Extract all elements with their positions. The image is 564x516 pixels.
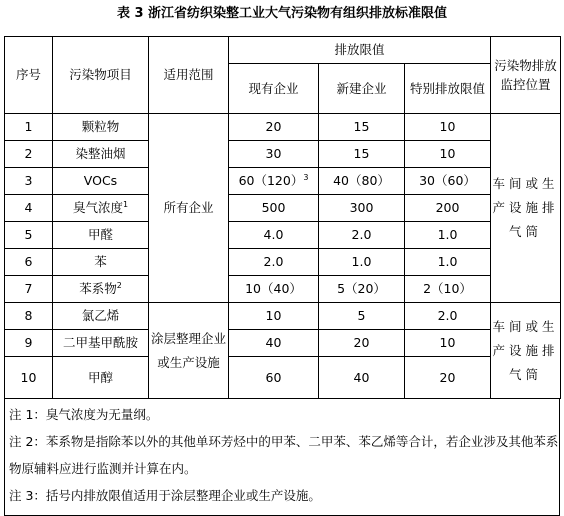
cell-pollutant: 颗粒物 xyxy=(53,114,149,141)
cell-pollutant: 苯 xyxy=(53,249,149,276)
table-row xyxy=(5,249,561,276)
cell-new: 2.0 xyxy=(319,222,405,249)
footnote-marker: 2 xyxy=(116,280,122,290)
cell-new: 5（20） xyxy=(319,276,405,303)
header-limit-group: 排放限值 xyxy=(229,37,491,64)
cell-seq: 7 xyxy=(5,276,53,303)
cell-new: 15 xyxy=(319,114,405,141)
cell-new: 40（80） xyxy=(319,168,405,195)
cell-new: 20 xyxy=(319,330,405,357)
cell-special: 10 xyxy=(405,141,491,168)
cell-monitor-group1: 车间或生产设施排气筒 xyxy=(491,114,561,303)
cell-special: 200 xyxy=(405,195,491,222)
table-row xyxy=(5,141,561,168)
cell-new: 5 xyxy=(319,303,405,330)
cell-seq: 8 xyxy=(5,303,53,330)
header-monitor: 污染物排放监控位置 xyxy=(491,37,561,114)
cell-seq: 3 xyxy=(5,168,53,195)
cell-existing: 20 xyxy=(229,114,319,141)
cell-special: 10 xyxy=(405,330,491,357)
cell-special: 1.0 xyxy=(405,222,491,249)
cell-existing: 500 xyxy=(229,195,319,222)
cell-seq: 6 xyxy=(5,249,53,276)
cell-new: 40 xyxy=(319,357,405,399)
cell-existing xyxy=(229,168,319,195)
cell-pollutant: 甲醇 xyxy=(53,357,149,399)
cell-existing: 10（40） xyxy=(229,276,319,303)
cell-pollutant xyxy=(53,276,149,303)
table-row xyxy=(5,276,561,303)
table-row xyxy=(5,168,561,195)
table-row xyxy=(5,303,561,330)
cell-pollutant: 氯乙烯 xyxy=(53,303,149,330)
cell-special: 10 xyxy=(405,114,491,141)
cell-existing: 60 xyxy=(229,357,319,399)
cell-existing: 4.0 xyxy=(229,222,319,249)
header-scope: 适用范围 xyxy=(149,37,229,114)
cell-existing-value: 60（120） xyxy=(238,173,304,188)
footnote-marker: 1 xyxy=(122,199,129,209)
cell-special: 20 xyxy=(405,357,491,399)
cell-special: 2.0 xyxy=(405,303,491,330)
note-1: 注 1：臭气浓度为无量纲。 xyxy=(9,407,159,422)
cell-new: 300 xyxy=(319,195,405,222)
table-row xyxy=(5,114,561,141)
header-new: 新建企业 xyxy=(319,64,405,114)
cell-existing: 30 xyxy=(229,141,319,168)
table-row xyxy=(5,195,561,222)
cell-seq: 4 xyxy=(5,195,53,222)
cell-monitor-group2: 车间或生产设施排气筒 xyxy=(491,303,561,399)
cell-special: 1.0 xyxy=(405,249,491,276)
note-2: 注 2：苯系物是指除苯以外的其他单环芳烃中的甲苯、二甲苯、苯乙烯等合计，若企业涉及其他苯系物原辅料应进行监测并计算在内。 xyxy=(9,434,559,476)
cell-existing: 10 xyxy=(229,303,319,330)
cell-pollutant: 甲醛 xyxy=(53,222,149,249)
note-3: 注 3：括号内排放限值适用于涂层整理企业或生产设施。 xyxy=(9,488,321,503)
cell-pollutant-name: 苯系物 xyxy=(79,281,117,296)
footnote-marker: 3 xyxy=(303,172,309,182)
cell-seq: 1 xyxy=(5,114,53,141)
table-row xyxy=(5,357,561,399)
cell-pollutant: VOCs xyxy=(53,168,149,195)
header-seq: 序号 xyxy=(5,37,53,114)
header-pollutant: 污染物项目 xyxy=(53,37,149,114)
notes-section xyxy=(4,398,560,516)
cell-pollutant-name: 臭气浓度 xyxy=(72,200,123,215)
cell-seq: 9 xyxy=(5,330,53,357)
table-row xyxy=(5,222,561,249)
cell-existing: 40 xyxy=(229,330,319,357)
cell-new: 1.0 xyxy=(319,249,405,276)
header-existing: 现有企业 xyxy=(229,64,319,114)
emission-limits-table xyxy=(4,36,561,399)
cell-seq: 5 xyxy=(5,222,53,249)
cell-pollutant xyxy=(53,195,149,222)
table-row xyxy=(5,330,561,357)
cell-seq: 2 xyxy=(5,141,53,168)
cell-existing: 2.0 xyxy=(229,249,319,276)
cell-special: 2（10） xyxy=(405,276,491,303)
cell-special: 30（60） xyxy=(405,168,491,195)
cell-scope-group2: 涂层整理企业或生产设施 xyxy=(149,303,229,399)
table-title: 表 3 浙江省纺织染整工业大气污染物有组织排放标准限值 xyxy=(116,6,448,21)
cell-pollutant: 染整油烟 xyxy=(53,141,149,168)
cell-new: 15 xyxy=(319,141,405,168)
cell-scope-group1: 所有企业 xyxy=(149,114,229,303)
cell-pollutant: 二甲基甲酰胺 xyxy=(53,330,149,357)
header-special: 特别排放限值 xyxy=(405,64,491,114)
cell-seq: 10 xyxy=(5,357,53,399)
